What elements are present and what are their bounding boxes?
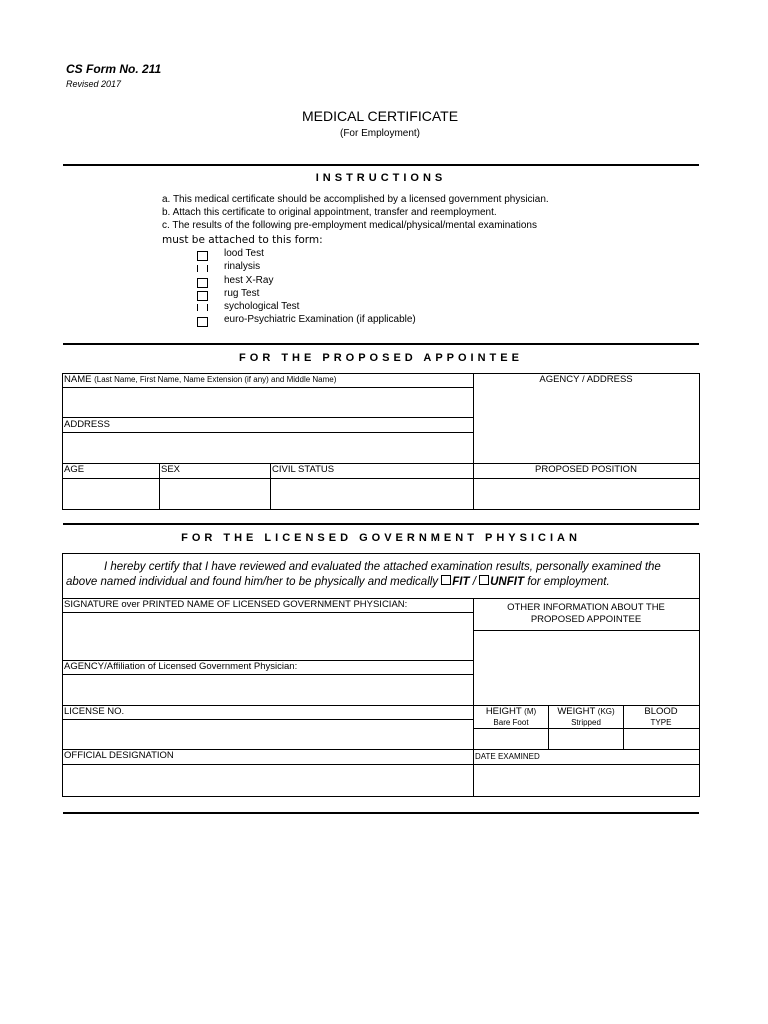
age-label: AGE: [64, 464, 85, 475]
blood-type-input[interactable]: [625, 730, 697, 748]
unfit-label: UNFIT: [490, 576, 524, 588]
instruction-c: c. The results of the following pre-employment medical/physical/mental examinations: [162, 220, 537, 231]
physician-heading: FOR THE LICENSED GOVERNMENT PHYSICIAN: [181, 532, 581, 544]
page-subtitle: (For Employment): [339, 128, 420, 139]
urinalysis-checkbox[interactable]: [197, 265, 208, 272]
neuro-psychiatric-checkbox[interactable]: [197, 317, 208, 327]
unfit-checkbox[interactable]: [479, 575, 489, 585]
height-label-text: HEIGHT: [485, 706, 522, 717]
divider: [63, 812, 699, 814]
proposed-position-label: PROPOSED POSITION: [535, 464, 637, 475]
name-input[interactable]: [63, 389, 472, 416]
height-input[interactable]: [475, 730, 547, 748]
height-sub: Bare Foot: [493, 718, 529, 727]
divider: [63, 343, 699, 345]
civil-status-input[interactable]: [272, 480, 472, 508]
signature-label: SIGNATURE over PRINTED NAME OF LICENSED GOVERNMENT PHYSICIAN:: [64, 599, 408, 610]
address-input[interactable]: [63, 434, 472, 462]
test-label: rinalysis: [224, 261, 261, 272]
license-label: LICENSE NO.: [64, 706, 125, 717]
instruction-b: b. Attach this certificate to original appointment, transfer and reemployment.: [162, 207, 497, 218]
weight-label: [549, 706, 623, 717]
psychological-test-checkbox[interactable]: [197, 304, 208, 311]
drug-test-checkbox[interactable]: [197, 291, 208, 301]
divider: [159, 463, 160, 509]
chest-xray-checkbox[interactable]: [197, 278, 208, 288]
agency-address-input[interactable]: [475, 389, 697, 461]
blood-label: BLOOD: [644, 706, 678, 717]
blood-sub: TYPE: [650, 718, 672, 727]
divider: [473, 598, 474, 796]
divider: [62, 674, 473, 675]
divider: [473, 373, 474, 509]
certification-line-1: I hereby certify that I have reviewed and evaluated the attached examination results, personally examined the: [104, 561, 661, 573]
instruction-c-continued: must be attached to this form:: [162, 234, 323, 246]
proposed-position-input[interactable]: [475, 480, 697, 508]
divider: [62, 432, 473, 433]
age-input[interactable]: [63, 480, 158, 508]
name-hint: (Last Name, First Name, Name Extension (if any) and Middle Name): [94, 375, 337, 384]
sex-label: SEX: [161, 464, 181, 475]
height-label: [474, 706, 548, 717]
certification-line-2: [66, 575, 698, 588]
instructions-heading: INSTRUCTIONS: [315, 172, 447, 184]
name-label: [64, 374, 336, 385]
civil-status-label: CIVIL STATUS: [272, 464, 335, 475]
name-label-text: NAME: [64, 374, 92, 385]
divider: [62, 612, 473, 613]
divider: [62, 764, 699, 765]
slash: /: [472, 576, 476, 588]
divider: [270, 463, 271, 509]
weight-label-text: WEIGHT: [557, 706, 596, 717]
certification-end: for employment.: [527, 576, 610, 588]
test-label: lood Test: [224, 248, 264, 259]
physician-agency-input[interactable]: [63, 676, 472, 704]
divider: [63, 523, 699, 525]
sex-input[interactable]: [161, 480, 269, 508]
signature-input[interactable]: [63, 614, 472, 659]
other-info-label-1: OTHER INFORMATION ABOUT THE: [507, 602, 665, 613]
weight-unit: (KG): [597, 707, 615, 716]
divider: [62, 478, 699, 479]
fit-checkbox[interactable]: [441, 575, 451, 585]
divider: [62, 719, 473, 720]
physician-agency-label: AGENCY/Affiliation of Licensed Government Physician:: [64, 661, 298, 672]
divider: [62, 417, 473, 418]
divider: [62, 387, 473, 388]
weight-sub: Stripped: [571, 718, 601, 727]
divider: [473, 630, 699, 631]
height-unit: (M): [524, 707, 537, 716]
revised-date: Revised 2017: [66, 79, 122, 89]
test-label: euro-Psychiatric Examination (if applicable): [224, 314, 416, 325]
license-input[interactable]: [63, 721, 472, 748]
instruction-a: a. This medical certificate should be accomplished by a licensed government physician.: [162, 194, 549, 205]
test-label: rug Test: [224, 288, 260, 299]
date-examined-label: DATE EXAMINED: [475, 752, 540, 761]
page-title: MEDICAL CERTIFICATE: [301, 108, 459, 124]
fit-label: FIT: [452, 576, 470, 588]
agency-address-label: AGENCY / ADDRESS: [539, 374, 633, 385]
certification-text: above named individual and found him/her to be physically and medically: [66, 576, 439, 588]
date-examined-input[interactable]: [475, 766, 697, 794]
designation-input[interactable]: [63, 766, 472, 794]
test-label: hest X-Ray: [224, 275, 274, 286]
appointee-heading: FOR THE PROPOSED APPOINTEE: [239, 352, 523, 364]
weight-input[interactable]: [550, 730, 622, 748]
test-label: sychological Test: [224, 301, 300, 312]
divider: [473, 728, 699, 729]
address-label: ADDRESS: [64, 419, 110, 430]
other-info-label-2: PROPOSED APPOINTEE: [530, 614, 642, 625]
form-number: CS Form No. 211: [66, 62, 162, 76]
blood-test-checkbox[interactable]: [197, 251, 208, 261]
divider: [63, 164, 699, 166]
designation-label: OFFICIAL DESIGNATION: [64, 750, 174, 761]
